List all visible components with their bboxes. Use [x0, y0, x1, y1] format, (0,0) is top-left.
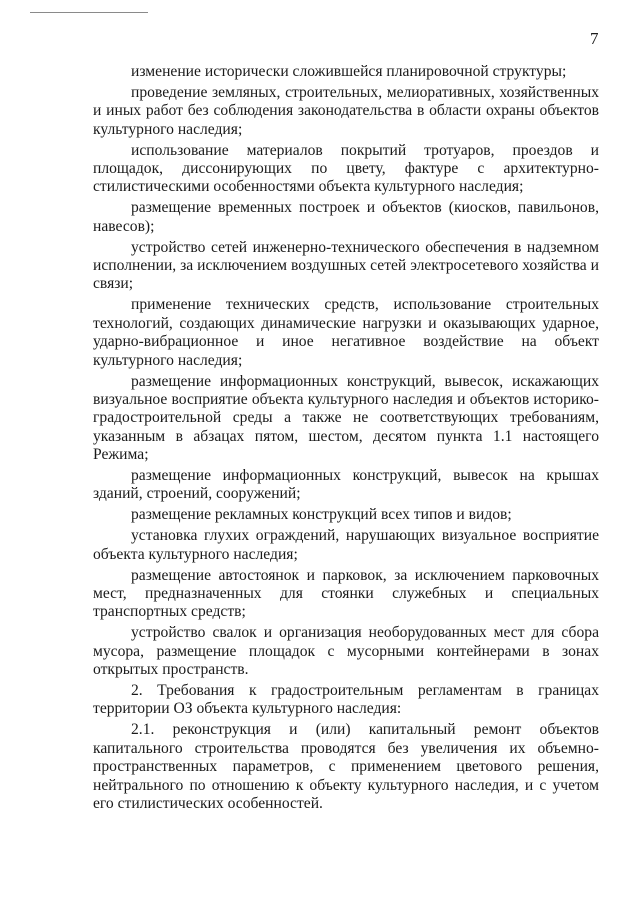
paragraph: использование материалов покрытий тротуаров, проездов и площадок, диссонирующих по цвету, фактуре с архитектурно-стилистическими особенностями объекта культурного наследия;	[93, 141, 599, 196]
paragraph: размещение информационных конструкций, вывесок, искажающих визуальное восприятие объекта культурного наследия и объектов историко-градостроительной среды а также не соответствующих требованиям, указанным в абзацах пятом, шестом, десятом пункта 1.1 настоящего Режима;	[93, 372, 599, 464]
paragraph: проведение земляных, строительных, мелиоративных, хозяйственных и иных работ без соблюдения законодательства в области охраны объектов культурного наследия;	[93, 83, 599, 138]
paragraph: размещение временных построек и объектов (киосков, павильонов, навесов);	[93, 199, 599, 235]
paragraph: применение технических средств, использование строительных технологий, создающих динамические нагрузки и оказывающих ударное, ударно-вибрационное и иное негативное воздействие на объект культурного наследия;	[93, 296, 599, 369]
paragraph: установка глухих ограждений, нарушающих визуальное восприятие объекта культурного наследия;	[93, 527, 599, 563]
paragraph: устройство сетей инженерно-технического обеспечения в надземном исполнении, за исключением воздушных сетей электросетевого хозяйства и связи;	[93, 238, 599, 293]
top-border-line	[30, 12, 148, 13]
page-number: 7	[590, 29, 599, 48]
paragraph: 2. Требования к градостроительным регламентам в границах территории ОЗ объекта культурного наследия:	[93, 682, 599, 718]
document-body	[93, 63, 599, 816]
paragraph: размещение автостоянок и парковок, за исключением парковочных мест, предназначенных для стоянки служебных и специальных транспортных средств;	[93, 566, 599, 621]
paragraph: изменение исторически сложившейся планировочной структуры;	[131, 63, 567, 80]
paragraph: устройство свалок и организация необорудованных мест для сбора мусора, размещение площадок с мусорными контейнерами в зонах открытых пространств.	[93, 624, 599, 679]
paragraph: размещение информационных конструкций, вывесок на крышах зданий, строений, сооружений;	[93, 467, 599, 503]
paragraph: размещение рекламных конструкций всех типов и видов;	[131, 506, 512, 524]
paragraph: 2.1. реконструкция и (или) капитальный ремонт объектов капитального строительства проводятся без увеличения их объемно-пространственных параметров, с применением цветового решения, нейтрального по отношению к объекту культурного наследия, и с учетом его стилистических особенностей.	[93, 721, 599, 812]
